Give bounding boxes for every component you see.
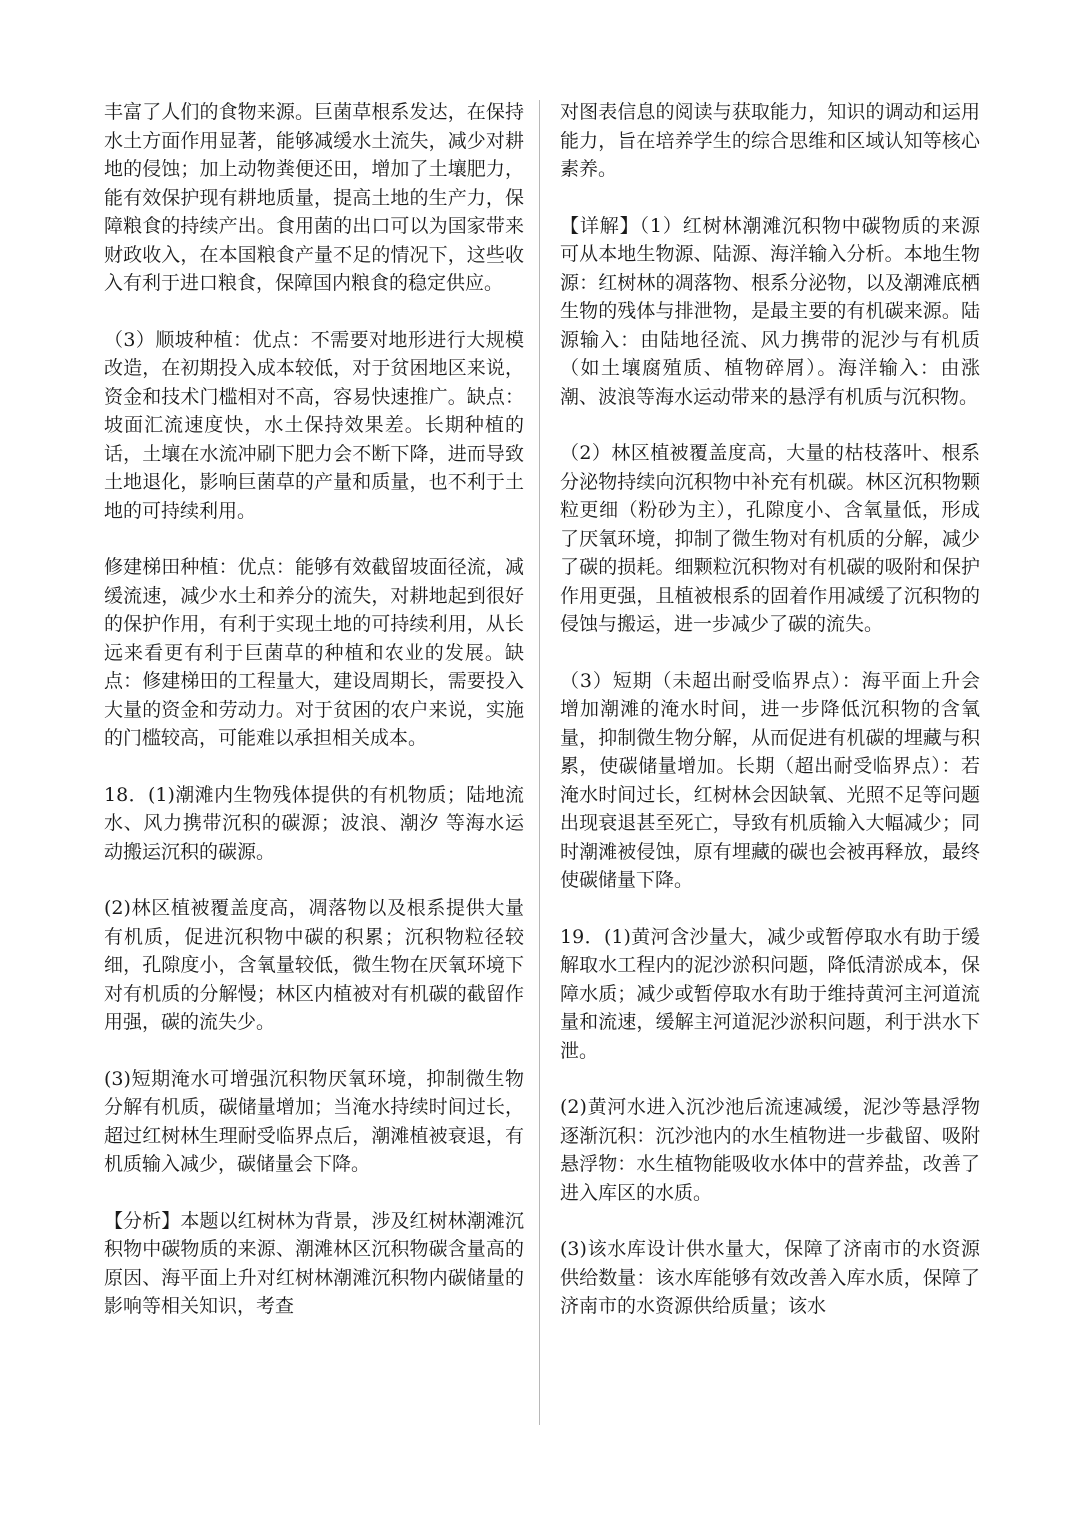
right-paragraph-2: 【详解】（1）红树林潮滩沉积物中碳物质的来源可从本地生物源、陆源、海洋输入分析。本地生物源：红树林的凋落物、根系分泌物，以及潮滩底栖生物的残体与排泄物，是最主要的有机碳来源。陆源输入：由陆地径流、风力携带的泥沙与有机质（如土壤腐殖质、植物碎屑）。海洋输入：由涨潮、波浪等海水运动带来的悬浮有机质与沉积物。 xyxy=(560,214,980,408)
column-divider xyxy=(539,100,540,1425)
left-paragraph-1: 丰富了人们的食物来源。巨菌草根系发达，在保持水土方面作用显著，能够减缓水土流失，减少对耕地的侵蚀；加上动物粪便还田，增加了土壤肥力，能有效保护现有耕地质量，提高土地的生产力，保障粮食的持续产出。食用菌的出口可以为国家带来财政收入，在本国粮食产量不足的情况下，这些收入有利于进口粮食，保障国内粮食的稳定供应。 xyxy=(104,101,524,294)
right-paragraph-4: （3）短期（未超出耐受临界点）：海平面上升会增加潮滩的淹水时间，进一步降低沉积物的含氧量，抑制微生物分解，从而促进有机碳的埋藏与积累，使碳储量增加。长期（超出耐受临界点）：若淹水时间过长，红树林会因缺氧、光照不足等问题出现衰退甚至死亡，导致有机质输入大幅减少；同时潮滩被侵蚀，原有埋藏的碳也会被再释放，最终使碳储量下降。 xyxy=(560,669,980,891)
left-paragraph-2: （3）顺坡种植：优点：不需要对地形进行大规模改造，在初期投入成本较低，对于贫困地区来说，资金和技术门槛相对不高，容易快速推广。缺点：坡面汇流速度快，水土保持效果差。长期种植的话，土壤在水流冲刷下肥力会不断下降，进而导致土地退化，影响巨菌草的产量和质量，也不利于土地的可持续利用。 xyxy=(104,328,524,522)
left-paragraph-4: 18．(1)潮滩内生物残体提供的有机物质；陆地流水、风力携带沉积的碳源；波浪、潮汐 等海水运动搬运沉积的碳源。 xyxy=(104,783,524,863)
right-paragraph-5: 19．(1)黄河含沙量大，减少或暂停取水有助于缓解取水工程内的泥沙淤积问题，降低清淤成本，保障水质；减少或暂停取水有助于维持黄河主河道流量和流速，缓解主河道泥沙淤积问题，利于洪水下泄。 xyxy=(560,925,980,1062)
right-paragraph-1: 对图表信息的阅读与获取能力，知识的调动和运用能力，旨在培养学生的综合思维和区域认知等核心素养。 xyxy=(560,101,980,180)
left-paragraph-6: (3)短期淹水可增强沉积物厌氧环境，抑制微生物分解有机质，碳储量增加；当淹水持续时间过长，超过红树林生理耐受临界点后，潮滩植被衰退，有机质输入减少，碳储量会下降。 xyxy=(104,1067,524,1175)
right-paragraph-7: (3)该水库设计供水量大，保障了济南市的水资源供给数量：该水库能够有效改善入库水质，保障了济南市的水资源供给质量；该水 xyxy=(560,1238,980,1317)
right-column xyxy=(560,98,980,1321)
left-column xyxy=(104,98,524,1321)
left-paragraph-5: (2)林区植被覆盖度高，凋落物以及根系提供大量有机质，促进沉积物中碳的积累；沉积物粒径较细，孔隙度小，含氧量较低，微生物在厌氧环境下对有机质的分解慢；林区内植被对有机碳的截留作用强，碳的流失少。 xyxy=(104,897,524,1033)
left-paragraph-3: 修建梯田种植：优点：能够有效截留坡面径流，减缓流速，减少水土和养分的流失，对耕地起到很好的保护作用，有利于实现土地的可持续利用，从长远来看更有利于巨菌草的种植和农业的发展。缺点：修建梯田的工程量大，建设周期长，需要投入大量的资金和劳动力。对于贫困的农户来说，实施的门槛较高，可能难以承担相关成本。 xyxy=(104,556,524,749)
right-paragraph-3: （2）林区植被覆盖度高，大量的枯枝落叶、根系分泌物持续向沉积物中补充有机碳。林区沉积物颗粒更细（粉砂为主），孔隙度小、含氧量低，形成了厌氧环境，抑制了微生物对有机质的分解，减少了碳的损耗。细颗粒沉积物对有机碳的吸附和保护作用更强，且植被根系的固着作用减缓了沉积物的侵蚀与搬运，进一步减少了碳的流失。 xyxy=(560,442,980,635)
left-paragraph-7: 【分析】本题以红树林为背景，涉及红树林潮滩沉积物中碳物质的来源、潮滩林区沉积物碳含量高的原因、海平面上升对红树林潮滩沉积物内碳储量的影响等相关知识，考查 xyxy=(104,1209,524,1317)
right-paragraph-6: (2)黄河水进入沉沙池后流速减缓，泥沙等悬浮物逐渐沉积：沉沙池内的水生植物进一步截留、吸附悬浮物：水生植物能吸收水体中的营养盐，改善了进入库区的水质。 xyxy=(560,1096,980,1204)
